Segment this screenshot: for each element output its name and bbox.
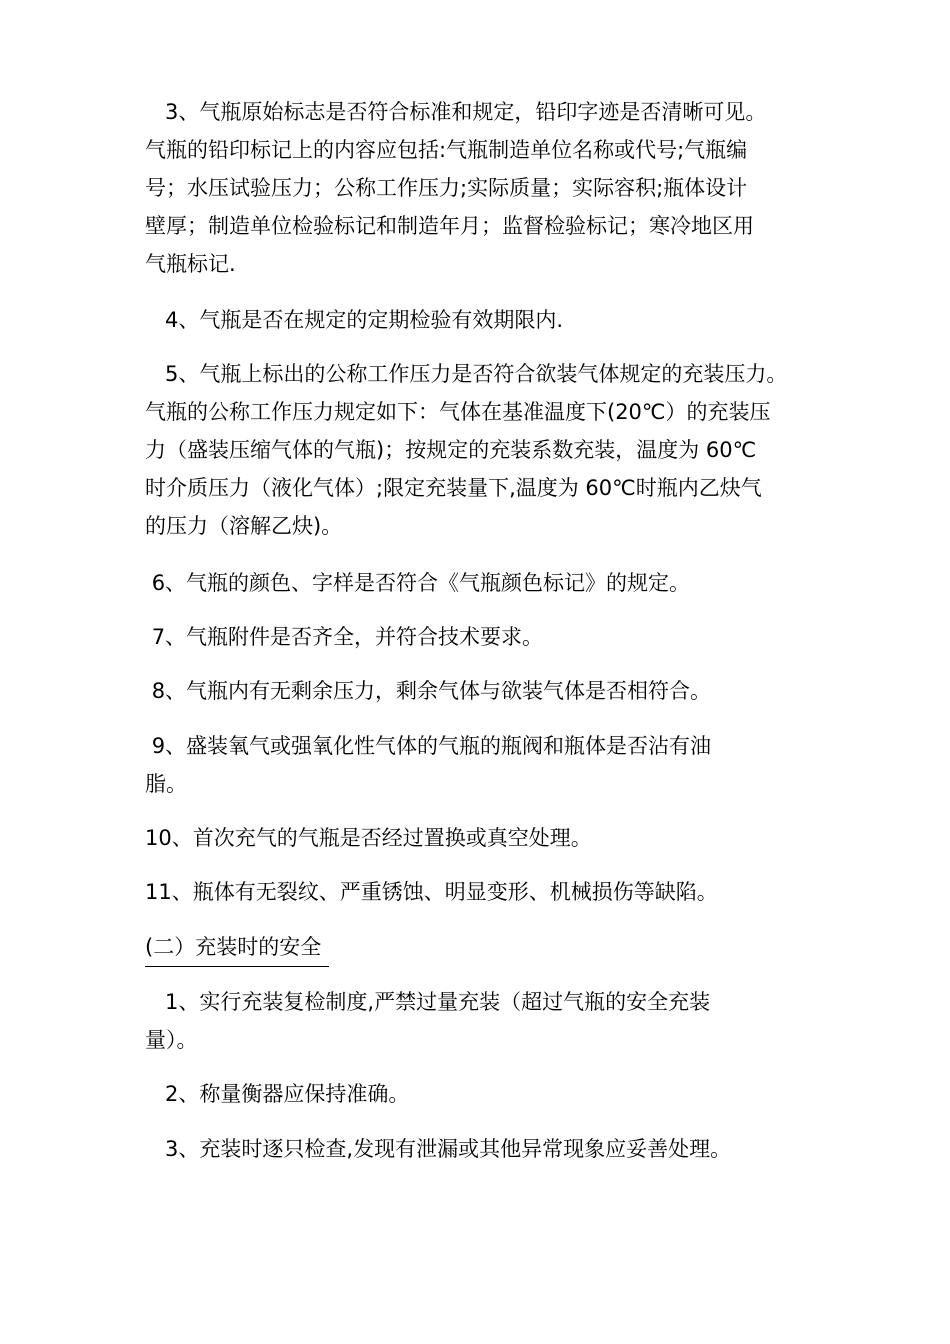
line: 量）。 xyxy=(145,1028,198,1052)
line: 气瓶的铅印标记上的内容应包括:气瓶制造单位名称或代号;气瓶编 xyxy=(145,138,748,162)
line: 10、首次充气的气瓶是否经过置换或真空处理。 xyxy=(145,826,592,850)
line: 脂。 xyxy=(145,772,187,796)
paragraph-fill-2 xyxy=(145,1075,835,1113)
paragraph-fill-3 xyxy=(145,1130,835,1168)
line: 9、盛装氧气或强氧化性气体的气瓶的瓶阀和瓶体是否沾有油 xyxy=(145,734,712,758)
line: 5、气瓶上标出的公称工作压力是否符合欲装气体规定的充装压力。 xyxy=(145,362,788,386)
paragraph-item-9 xyxy=(145,727,835,803)
line: 的压力（溶解乙炔)。 xyxy=(145,514,343,538)
paragraph-item-5 xyxy=(145,355,835,545)
section-heading: (二）充装时的安全 xyxy=(145,928,329,967)
paragraph-item-4 xyxy=(145,301,835,339)
line: 3、气瓶原始标志是否符合标准和规定，铅印字迹是否清晰可见。 xyxy=(145,100,767,124)
line: 7、气瓶附件是否齐全，并符合技术要求。 xyxy=(145,625,544,649)
line: 号；水压试验压力；公称工作压力;实际质量；实际容积;瓶体设计 xyxy=(145,176,748,200)
line: 气瓶标记. xyxy=(145,252,236,276)
line: 力（盛装压缩气体的气瓶)；按规定的充装系数充装，温度为 60℃ xyxy=(145,438,757,462)
paragraph-item-11 xyxy=(145,873,835,911)
line: 6、气瓶的颜色、字样是否符合《气瓶颜色标记》的规定。 xyxy=(145,571,691,595)
line: 时介质压力（液化气体）;限定充装量下,温度为 60℃时瓶内乙炔气 xyxy=(145,476,762,500)
line: 壁厚；制造单位检验标记和制造年月；监督检验标记；寒冷地区用 xyxy=(145,214,754,238)
paragraph-item-3 xyxy=(145,93,835,283)
paragraph-fill-1 xyxy=(145,983,835,1059)
line: 3、充装时逐只检查,发现有泄漏或其他异常现象应妥善处理。 xyxy=(145,1137,732,1161)
paragraph-item-7 xyxy=(145,618,835,656)
line: 1、实行充装复检制度,严禁过量充装（超过气瓶的安全充装 xyxy=(145,990,711,1014)
paragraph-item-8 xyxy=(145,672,835,710)
line: 11、瓶体有无裂纹、严重锈蚀、明显变形、机械损伤等缺陷。 xyxy=(145,880,718,904)
line: 气瓶的公称工作压力规定如下：气体在基准温度下(20℃）的充装压 xyxy=(145,400,771,424)
paragraph-item-10 xyxy=(145,819,835,857)
line: 4、气瓶是否在规定的定期检验有效期限内. xyxy=(145,308,564,332)
paragraph-item-6 xyxy=(145,564,835,602)
line: 2、称量衡器应保持准确。 xyxy=(145,1082,410,1106)
line: 8、气瓶内有无剩余压力，剩余气体与欲装气体是否相符合。 xyxy=(145,679,712,703)
